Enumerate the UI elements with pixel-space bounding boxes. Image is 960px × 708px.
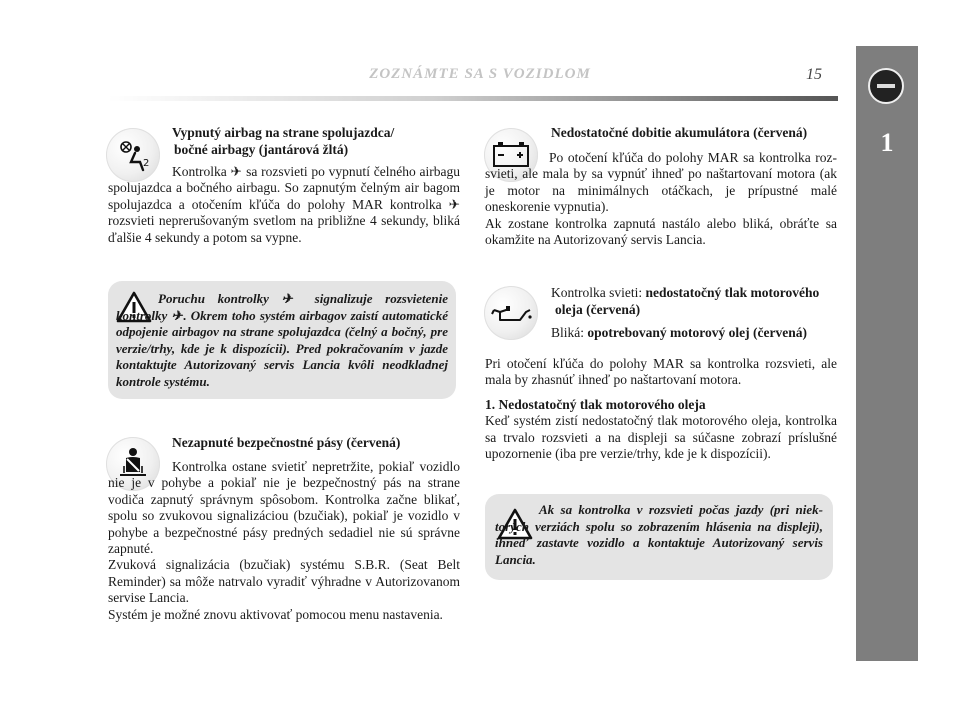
oil-body-text: Pri otočení kľúča do polohy MAR sa kontrolka rozsvieti, ale mala by zhasnúť ihneď po naštartovaní motora. <box>485 356 837 388</box>
svg-text:2: 2 <box>143 158 150 169</box>
seatbelt-body <box>108 459 460 623</box>
oil-svieti-label: Kontrolka svieti: <box>551 285 643 300</box>
airbag-warning-text: Poruchu kontrolky ✈ signalizuje rozsvietenie kontrolky ✈. Okrem toho systém airbagov zaistí automatické odpojenie airbagov na strane spolujazdca (čelný a bočný, pre verzie/trhy, kde je k dispozícii). Pred pokračovaním v jazde kontaktujte Autorizovaný servis Lancia kvôli neodkladnej kontrole systému. <box>116 291 448 389</box>
airbag-body <box>108 164 460 246</box>
oil-status <box>551 284 841 341</box>
oil-blika-value: opotrebovaný motorový olej (červená) <box>587 325 807 340</box>
oil-can-icon <box>484 286 538 340</box>
battery-heading: Nedostatočné dobitie akumulátora (červená) <box>551 125 808 140</box>
oil-warning-box <box>485 494 833 580</box>
battery-body <box>485 150 837 248</box>
airbag-heading <box>172 124 462 158</box>
lancia-logo-icon <box>868 68 904 104</box>
oil-subbody-text: Keď systém zistí nedostatočný tlak motorového oleja, kontrolka sa trvalo rozsvieti a na displeji sa súčasne zobrazí príslušné upozornenie (iba pre verzie/trhy, kde je k dispozícii). <box>485 413 837 462</box>
chapter-number: 1 <box>880 128 894 157</box>
airbag-heading-line2: bočné airbagy (jantárová žltá) <box>174 142 349 157</box>
oil-warning-text: Ak sa kontrolka v rozsvieti počas jazdy (pri niektorých verziách spolu so zobrazením hlásenia na displeji), ihneď zastavte vozidlo a kontaktuje Autorizovaný servis Lancia. <box>495 502 823 567</box>
airbag-warning-box <box>108 281 456 399</box>
seatbelt-body-text2: Zvuková signalizácia (bzučiak) systému S.B.R. (Seat Belt Reminder) sa môže natrvalo vyradiť výhradne v Autorizovanom servise Lancia. <box>108 557 460 606</box>
oil-body <box>485 356 837 462</box>
battery-body-text2: Ak zostane kontrolka zapnutá nastálo alebo bliká, obráťte sa okamžite na Autorizovaný servis Lancia. <box>485 215 837 248</box>
oil-svieti-value1: nedostatočný tlak motorového <box>645 285 820 300</box>
oil-subheading: 1. Nedostatočný tlak motorového oleja <box>485 396 706 412</box>
seatbelt-heading: Nezapnuté bezpečnostné pásy (červená) <box>172 435 401 450</box>
battery-body-text1: Po otočení kľúča do polohy MAR sa kontrolka rozsvieti, ale mala by sa vypnúť ihneď po naštartovaní motora (ak je motor na minimálnych otáčkach, je prípustné malé oneskorenie vypnutia). <box>485 150 837 215</box>
oil-svieti-value2: oleja (červená) <box>555 302 641 317</box>
airbag-heading-line1: Vypnutý airbag na strane spolujazdca/ <box>172 125 395 140</box>
airbag-body-text: Kontrolka ✈ sa rozsvieti po vypnutí čelného airbagu spolujazdca a bočného airbagu. So zapnutým čelným air bagom spolujazdca a otočením kľúča do polohy MAR kontrolka ✈ rozsvieti neprerušovaným svetlom na približne 4 sekundy, bliká ďalšie 4 sekundy a potom sa vypne. <box>108 164 460 245</box>
page-header-title: ZOZNÁMTE SA S VOZIDLOM <box>369 66 591 82</box>
page-number: 15 <box>806 66 822 83</box>
oil-blika-label: Bliká: <box>551 325 584 340</box>
header-divider <box>108 96 838 101</box>
seatbelt-body-text3: Systém je možné znovu aktivovať pomocou menu nastavenia. <box>108 606 443 622</box>
seatbelt-body-text1: Kontrolka ostane svietiť nepretržite, pokiaľ vozidlo nie je v pohybe a pokiaľ nie je bezpečnostný pás na strane vodiča zapnutý správnym spôsobom. Kontrolka začne blikať, spolu so zvukovou signalizáciou (bzučiak), pokiaľ je vozidlo v pohybe a bezpečnostné pásy predných sedadiel nie sú správne zapnuté. <box>108 459 460 557</box>
